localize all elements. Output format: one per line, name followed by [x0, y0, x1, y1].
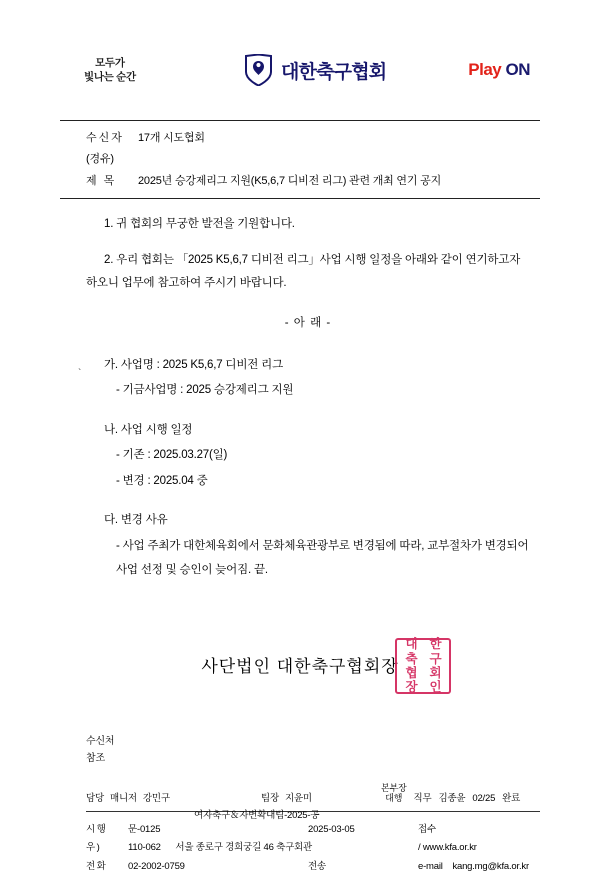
- phone-value: 02-2002-0759: [128, 860, 185, 872]
- seal-char-4: 협: [405, 666, 417, 681]
- approval-date: 02/25: [472, 792, 496, 804]
- body-item-c: 다. 변경 사유: [104, 514, 168, 527]
- document-body: [60, 213, 540, 582]
- email-value: kang.mg@kfa.or.kr: [452, 860, 529, 872]
- body-item-c-sub: - 사업 주최가 대한체육회에서 문화체육관광부로 변경됨에 따라, 교부절차가 변경되어 사업 선정 및 승인이 늦어짐. 끝.: [116, 539, 529, 576]
- recipient-row: [60, 128, 540, 149]
- body-paragraph-1: 1. 귀 협회의 무궁한 발전을 기원합니다.: [104, 218, 295, 231]
- approval-team-leader: [261, 790, 381, 804]
- signature-text: 사단법인 대한축구협회장: [201, 657, 399, 677]
- body-item-a-sub: - 기금사업명 : 2025 승강제리그 지원: [116, 384, 294, 397]
- postal-label: 우): [86, 842, 102, 854]
- header-logo-row: [60, 46, 540, 116]
- playon-logo-play: Play: [468, 60, 502, 79]
- subject-label: 제 목: [86, 174, 117, 187]
- contact-row: [86, 858, 540, 877]
- subject-row: [60, 171, 540, 192]
- subject-value: 2025년 승강제리그 지원(K5,6,7 디비전 리그) 관련 개최 연기 공지: [138, 174, 441, 187]
- approval-status: 완료: [502, 792, 521, 804]
- address-text: 서울 종로구 경희궁길 46 축구회관: [175, 842, 313, 854]
- body-spacer-2: [86, 495, 530, 509]
- body-paragraph-2: 2. 우리 협회는 「2025 K5,6,7 디비전 리그」사업 시행 일정을 아래와 같이 연기하고자 하오니 업무에 참고하여 주시기 바랍니다.: [86, 253, 521, 290]
- seal-char-5: 회: [429, 666, 441, 681]
- email-field: [418, 858, 540, 877]
- approval-name-1: 강민구: [142, 792, 170, 804]
- receipt-label: 접수: [418, 823, 436, 835]
- enforce-date: 2025-03-05: [308, 823, 355, 835]
- postal-code: 110-062: [128, 842, 161, 854]
- body-item-b-sub-2: - 변경 : 2025.04 중: [116, 474, 208, 487]
- recipient-label: 수신자: [86, 132, 124, 144]
- stray-mark: `: [78, 368, 82, 379]
- document-page: [0, 46, 600, 895]
- approval-role-1: 담당: [86, 792, 104, 804]
- approval-title-1: 매니저: [109, 792, 137, 804]
- shield-icon: [245, 54, 272, 86]
- seal-char-2: 축: [405, 651, 417, 666]
- seal-char-6: 장: [405, 680, 417, 695]
- enforce-value: 문-0125: [128, 823, 161, 835]
- footer-recipient-label: 수신처: [86, 736, 115, 748]
- recipient-value: 17개 시도협회: [138, 132, 205, 144]
- document-footer: [60, 734, 540, 876]
- approval-role-3-line1: 본부장: [381, 783, 407, 794]
- document-number-note: 여자축구＆자변확대팀-2025-공: [194, 809, 320, 821]
- official-seal: [395, 638, 451, 694]
- approval-role-3: [381, 783, 406, 804]
- approval-role-4: 직무: [413, 792, 432, 804]
- body-item-a: 가. 사업명 : 2025 K5,6,7 디비전 리그: [104, 358, 283, 371]
- enforce-label: 시행: [86, 823, 108, 835]
- footer-reference-label: 참조: [86, 752, 105, 764]
- phone-label: 전화: [86, 860, 108, 872]
- body-center-divider: - 아 래 -: [284, 317, 332, 329]
- approval-name-3: 김종윤: [438, 792, 466, 804]
- seal-char-1: 한: [429, 637, 441, 652]
- campaign-logo: [84, 56, 136, 84]
- playon-logo-on: ON: [501, 60, 530, 79]
- email-label: e-mail: [418, 860, 443, 872]
- approval-role-3-line2: 대행: [385, 793, 403, 804]
- document-meta-block: [60, 120, 540, 199]
- seal-char-7: 인: [429, 680, 441, 695]
- via-row: [60, 149, 540, 170]
- approval-role-2: 팀장: [261, 792, 279, 804]
- fax-label: 전송: [308, 860, 326, 872]
- playon-logo: [468, 60, 530, 80]
- approval-row: [86, 783, 540, 804]
- body-item-b-sub-1: - 기존 : 2025.03.27(일): [116, 449, 228, 462]
- campaign-logo-line2: 빛나는 순간: [84, 71, 136, 84]
- approval-name-2: 지윤미: [284, 792, 312, 804]
- approval-staff: [86, 790, 261, 804]
- campaign-logo-line1: 모두가: [95, 57, 125, 69]
- approval-director: [381, 783, 520, 804]
- seal-char-0: 대: [405, 637, 417, 652]
- website-value: / www.kfa.or.kr: [418, 842, 477, 854]
- kfa-logo-text: 대한축구협회: [281, 61, 387, 83]
- signature-block: [60, 638, 540, 708]
- seal-char-3: 구: [429, 651, 441, 666]
- via-label: (경유): [86, 153, 114, 166]
- body-spacer-1: [86, 405, 530, 419]
- kfa-logo: [245, 54, 386, 86]
- body-item-b: 나. 사업 시행 일정: [104, 423, 193, 436]
